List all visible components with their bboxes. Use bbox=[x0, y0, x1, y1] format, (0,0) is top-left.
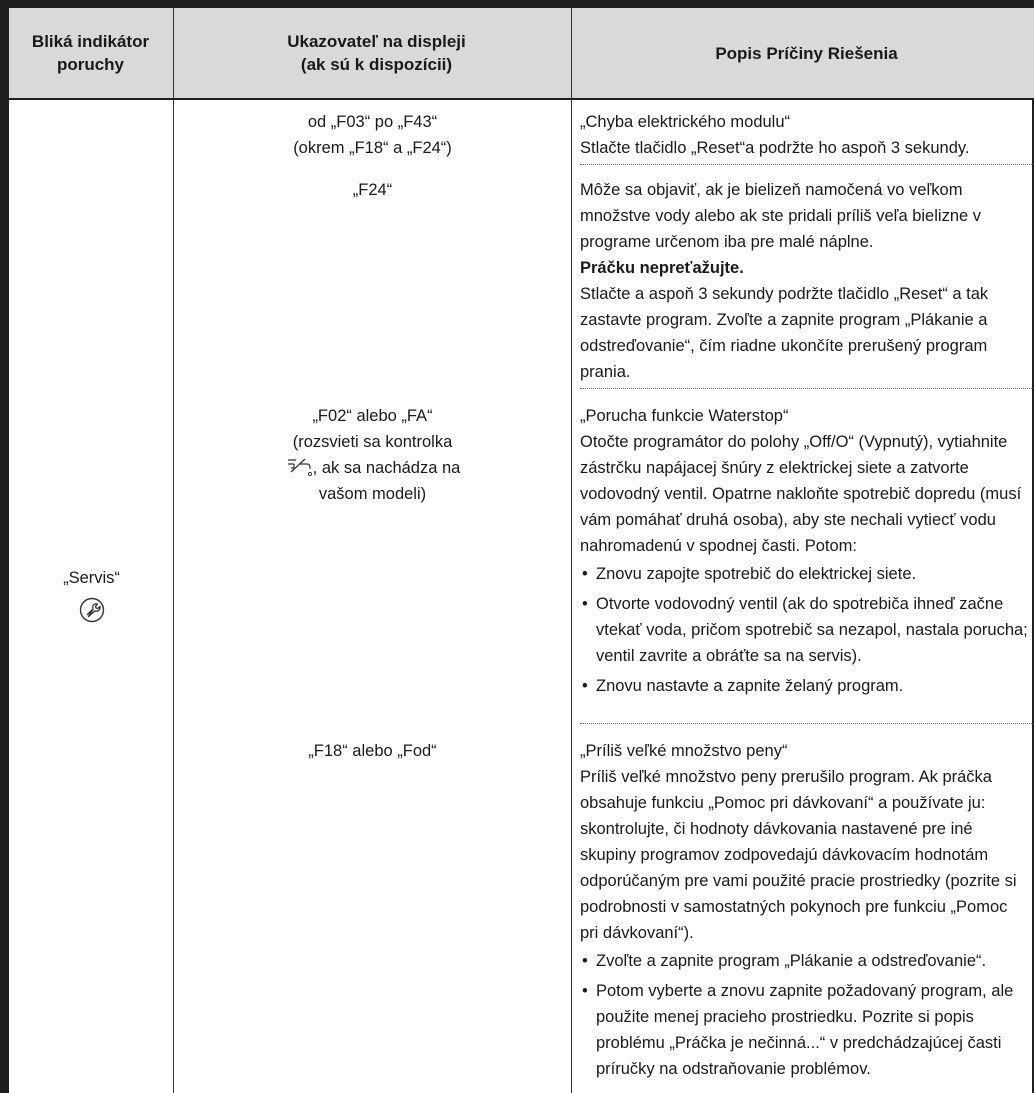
row3-code-line4: vašom modeli) bbox=[318, 485, 427, 503]
row2-desc-text2: Stlačte a aspoň 3 sekundy podržte tlačidlo „Reset“ a tak zastavte program. Zvoľte a zapnite program „Plákanie a odstreďovanie“, čím riadne ukončíte prerušený program prania. bbox=[580, 285, 989, 381]
row3-code-line3-wrap bbox=[174, 455, 571, 481]
header-indicator bbox=[9, 8, 172, 98]
row3-codes bbox=[174, 403, 571, 507]
row3-code-line3: , ak sa nachádza na bbox=[312, 459, 461, 477]
list-item: • Otvorte vodovodný ventil (ak do spotrebiča ihneď začne vtekať voda, pričom spotrebič sa nezapol, nastala porucha; ventil zavrite a obráťte sa na servis). bbox=[580, 591, 1030, 669]
wrench-service-icon bbox=[78, 596, 106, 624]
row2-desc-bold: Práčku nepreťažujte. bbox=[580, 259, 744, 277]
row4-bullet-list bbox=[580, 948, 1030, 1082]
header-display bbox=[173, 8, 580, 98]
row2-code-line1: „F24“ bbox=[352, 181, 393, 199]
row1-desc-title: „Chyba elektrického modulu“ bbox=[580, 113, 791, 131]
top-rule bbox=[0, 0, 1034, 8]
row1-desc-text: Stlačte tlačidlo „Reset“a podržte ho aspoň 3 sekundy. bbox=[580, 139, 970, 157]
waterstop-tap-icon bbox=[285, 455, 313, 477]
row3-desc-text: Otočte programátor do polohy „Off/O“ (Vypnutý), vytiahnite zástrčku napájacej šnúry z elektrickej siete a zatvorte vodovodný ventil. Opatrne nakloňte spotrebič dopredu (musí vám pomáhať druhá osoba), aby ste nechali vytiecť vodu nahromadenú v spodnej časti. Potom: bbox=[580, 433, 1022, 555]
list-item: • Znovu nastavte a zapnite želaný program. bbox=[580, 673, 1030, 699]
row3-desc-title: „Porucha funkcie Waterstop“ bbox=[580, 407, 789, 425]
row1-code-line2: (okrem „F18“ a „F24“) bbox=[293, 139, 452, 157]
row3-description bbox=[580, 403, 1030, 703]
row2-codes bbox=[174, 177, 571, 203]
row-separator bbox=[580, 723, 1034, 724]
column-divider bbox=[173, 8, 174, 1093]
row1-code-line1: od „F03“ po „F43“ bbox=[307, 113, 438, 131]
header-description bbox=[581, 8, 1032, 98]
row3-code-line1: „F02“ alebo „FA“ bbox=[312, 407, 433, 425]
row3-code-line2: (rozsvieti sa kontrolka bbox=[292, 433, 453, 451]
left-rule bbox=[0, 0, 9, 1093]
row-separator bbox=[580, 164, 1034, 165]
row4-codes bbox=[174, 738, 571, 764]
list-item: • Znovu zapojte spotrebič do elektrickej siete. bbox=[580, 561, 1030, 587]
list-item: • Potom vyberte a znovu zapnite požadovaný program, ale použite menej pracieho prostriedku. Pozrite si popis problému „Práčka je nečinná...“ v predchádzajúcej časti príručky na odstraňovanie problémov. bbox=[580, 978, 1030, 1082]
column-divider bbox=[571, 8, 572, 1093]
row3-bullet-list bbox=[580, 561, 1030, 699]
row-separator bbox=[580, 388, 1034, 389]
row1-description bbox=[580, 109, 1030, 161]
list-item: • Zvoľte a zapnite program „Plákanie a odstreďovanie“. bbox=[580, 948, 1030, 974]
row4-code-line1: „F18“ alebo „Fod“ bbox=[308, 742, 437, 760]
header-indicator-line1: Bliká indikátor bbox=[31, 32, 150, 51]
indicator-servis-label: „Servis“ bbox=[63, 569, 120, 587]
row2-desc-text1: Môže sa objaviť, ak je bielizeň namočená vo veľkom množstve vody alebo ak ste pridali príliš veľa bielizne v programe určenom iba pre malé náplne. bbox=[580, 181, 982, 251]
table-header bbox=[9, 8, 1034, 100]
header-description-text: Popis Príčiny Riešenia bbox=[715, 43, 898, 63]
row4-description bbox=[580, 738, 1030, 1086]
header-indicator-line2: poruchy bbox=[56, 55, 125, 74]
header-display-line1: Ukazovateľ na displeji bbox=[287, 32, 466, 51]
row4-desc-title: „Príliš veľké množstvo peny“ bbox=[580, 742, 788, 760]
row4-desc-text: Príliš veľké množstvo peny prerušilo program. Ak práčka obsahuje funkciu „Pomoc pri dávkovaní“ a používate ju: skontrolujte, či hodnoty dávkovania nastavené pre iné skupiny programov zodpovedajú dávkovacím hodnotám odporúčaným pre vami použité pracie prostriedky (pozrite si podrobnosti v samostatných pokynoch pre funkciu „Pomoc pri dávkovaní“). bbox=[580, 768, 1017, 942]
row1-codes bbox=[174, 109, 571, 161]
header-display-line2: (ak sú k dispozícii) bbox=[300, 55, 453, 74]
row2-description bbox=[580, 177, 1030, 385]
